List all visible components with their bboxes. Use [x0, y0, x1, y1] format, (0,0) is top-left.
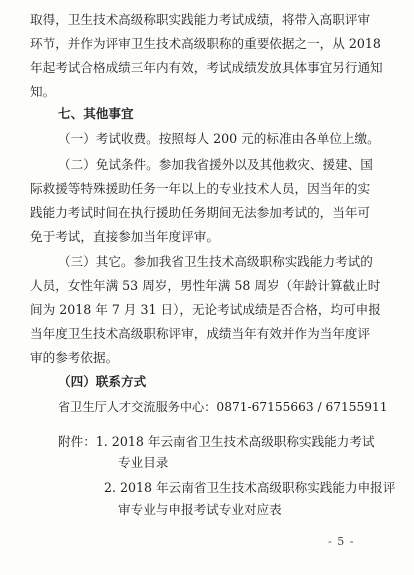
item-3-other-line-3: 间为 2018 年 7 月 31 日），无论考试成绩是否合格，均可申报 — [30, 302, 381, 317]
body-line-1: 取得，卫生技术高级称职实践能力考试成绩，将带入高职评审 — [30, 12, 371, 27]
item-3-other-line-1: （三）其它。参加我省卫生技术高级职称实践能力考试的 — [58, 254, 373, 269]
attachment-2-line-1: 2. 2018 年云南省卫生技术高级职称实践能力申报评 — [104, 480, 396, 495]
body-line-3: 年起考试合格成绩三年内有效，考试成绩发放具体事宜另行通知 — [30, 60, 383, 75]
page-number: - 5 - — [328, 535, 355, 548]
item-4-contact-heading: （四）联系方式 — [58, 374, 147, 389]
item-2-exemption-line-2: 际救援等特殊援助任务一年以上的专业技术人员，因当年的实 — [30, 181, 371, 196]
item-2-exemption-line-1: （二）免试条件。参加我省援外以及其他救灾、援建、国 — [58, 157, 373, 172]
contact-phone-line: 省卫生厅人才交流服务中心：0871-67155663 / 67155911 — [58, 400, 388, 414]
body-line-4: 知。 — [30, 84, 56, 99]
attachment-2-line-2: 审专业与申报考试专业对应表 — [118, 502, 282, 517]
body-line-2: 环节，并作为评审卫生技术高级职称的重要依据之一，从 2018 — [30, 36, 381, 51]
section-heading-other-matters: 七、其他事宜 — [58, 106, 134, 121]
item-1-fee: （一）考试收费。按照每人 200 元的标准由各单位上缴。 — [58, 131, 380, 146]
item-2-exemption-line-3: 践能力考试时间在执行援助任务期间无法参加考试的，当年可 — [30, 205, 371, 220]
attachment-1-line-1: 附件：1. 2018 年云南省卫生技术高级职称实践能力考试 — [58, 434, 375, 449]
item-2-exemption-line-4: 免于考试，直接参加当年度评审。 — [30, 229, 219, 244]
item-3-other-line-4: 当年度卫生技术高级职称评审，成绩当年有效并作为当年度评 — [30, 326, 371, 341]
item-3-other-line-5: 审的参考依据。 — [30, 350, 119, 365]
attachment-1-line-2: 专业目录 — [118, 455, 169, 470]
item-3-other-line-2: 人员，女性年满 53 周岁，男性年满 58 周岁（年龄计算截止时 — [30, 278, 381, 293]
